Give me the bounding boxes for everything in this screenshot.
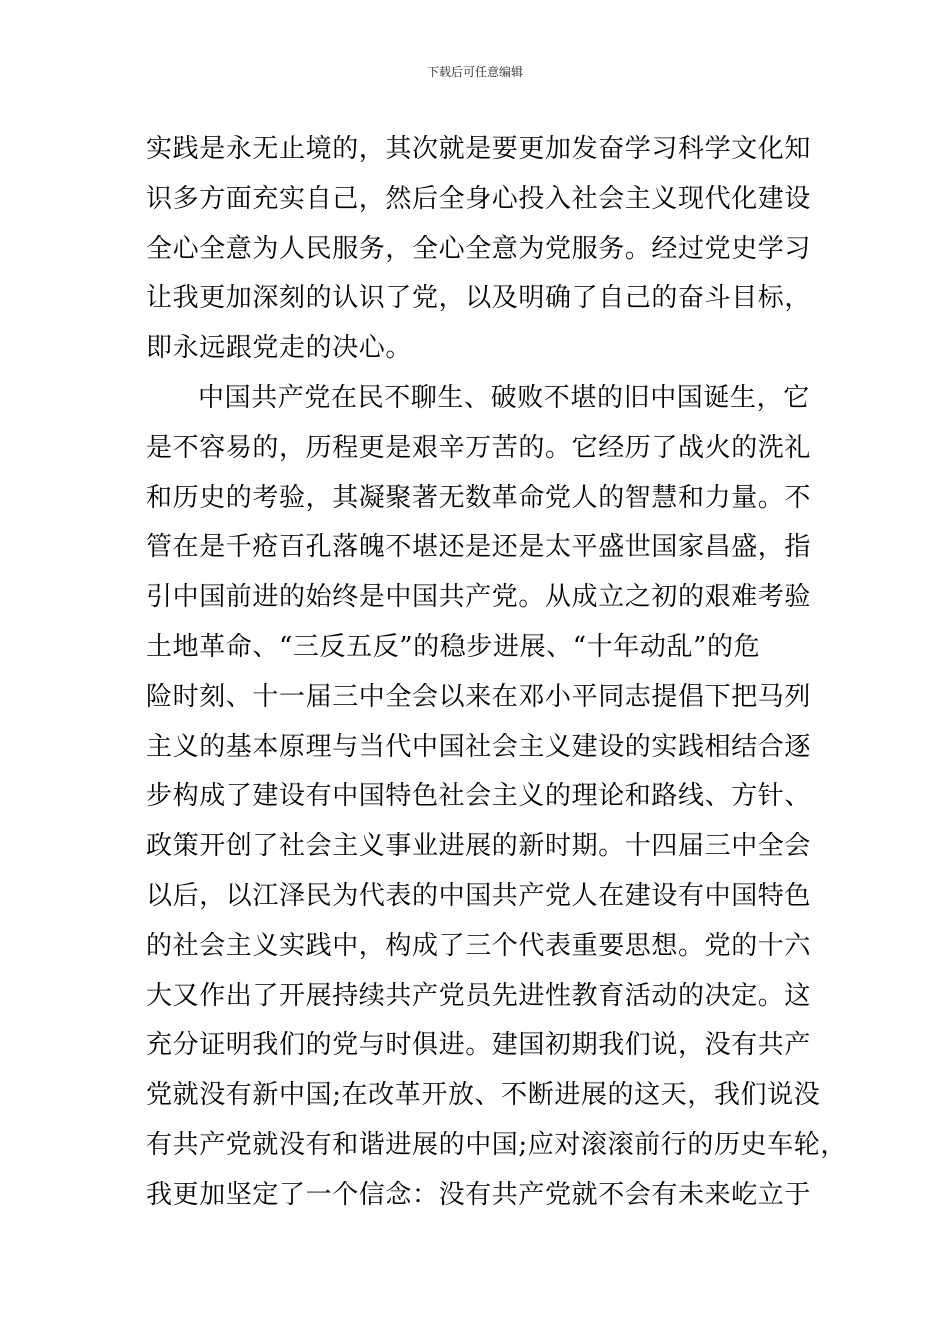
text-line: 党就没有新中国;在改革开放、不断进展的这天，我们说没 xyxy=(146,1080,821,1111)
text-line: 步构成了建设有中国特色社会主义的理论和路线、方针、 xyxy=(146,781,812,812)
text-line: 政策开创了社会主义事业进展的新时期。十四届三中全会 xyxy=(146,831,812,862)
paragraph-first-line: 中国共产党在民不聊生、破败不堪的旧中国诞生，它 xyxy=(198,382,810,413)
text-line: 让我更加深刻的认识了党，以及明确了自己的奋斗目标， xyxy=(146,283,812,314)
page-header: 下载后可任意编辑 xyxy=(426,65,523,79)
text-line: 主义的基本原理与当代中国社会主义建设的实践相结合逐 xyxy=(146,731,812,762)
text-line: 引中国前进的始终是中国共产党。从成立之初的艰难考验 xyxy=(146,582,812,613)
text-line: 全心全意为人民服务，全心全意为党服务。经过党史学习 xyxy=(146,233,812,264)
text-line: 的社会主义实践中，构成了三个代表重要思想。党的十六 xyxy=(146,930,812,961)
text-line: 险时刻、十一届三中全会以来在邓小平同志提倡下把马列 xyxy=(146,681,812,712)
text-line: 我更加坚定了一个信念：没有共产党就不会有未来屹立于 xyxy=(146,1179,812,1210)
text-line: 以后，以江泽民为代表的中国共产党人在建设有中国特色 xyxy=(146,880,812,911)
text-line: 有共产党就没有和谐进展的中国;应对滚滚前行的历史车轮， xyxy=(146,1129,847,1160)
text-line: 识多方面充实自己，然后全身心投入社会主义现代化建设 xyxy=(146,183,812,214)
text-line: 充分证明我们的党与时俱进。建国初期我们说，没有共产 xyxy=(146,1030,812,1061)
text-line: 实践是永无止境的，其次就是要更加发奋学习科学文化知 xyxy=(146,134,812,164)
text-line: 管在是千疮百孔落魄不堪还是还是太平盛世国家昌盛，指 xyxy=(146,532,812,563)
text-line: 土地革命、“三反五反”的稳步进展、“十年动乱”的危 xyxy=(146,631,761,662)
text-line: 大又作出了开展持续共产党员先进性教育活动的决定。这 xyxy=(146,980,812,1011)
text-line: 和历史的考验，其凝聚著无数革命党人的智慧和力量。不 xyxy=(146,482,812,513)
text-line: 是不容易的，历程更是艰辛万苦的。它经历了战火的洗礼 xyxy=(146,432,812,463)
text-line: 即永远跟党走的决心。 xyxy=(146,333,413,364)
document-body xyxy=(146,125,847,1221)
